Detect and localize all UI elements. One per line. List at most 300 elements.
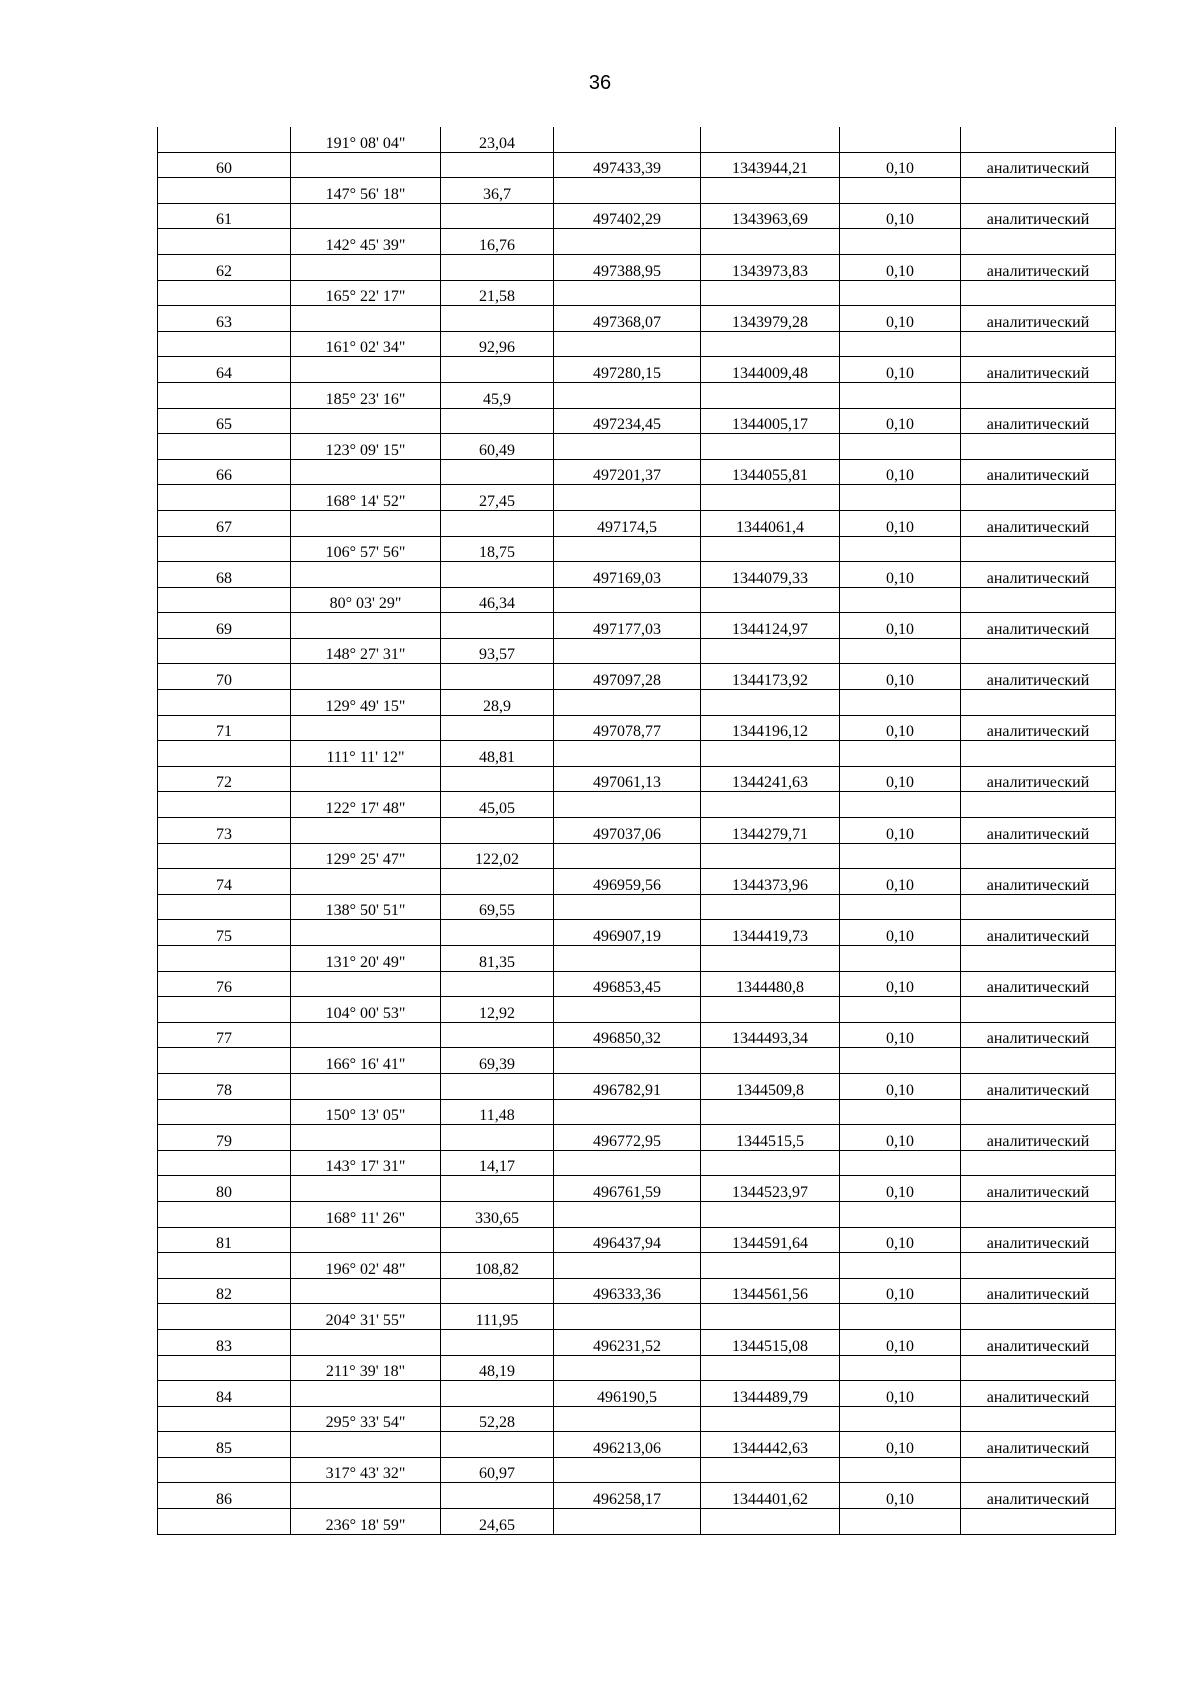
point-number: 73 xyxy=(158,818,291,844)
empty-cell xyxy=(158,127,291,152)
segment-row xyxy=(158,1201,1116,1227)
segment-row xyxy=(158,536,1116,562)
segment-row xyxy=(158,331,1116,357)
empty-cell xyxy=(554,1355,701,1381)
segment-row xyxy=(158,127,1116,152)
empty-cell xyxy=(701,894,840,920)
empty-cell xyxy=(554,894,701,920)
accuracy: 0,10 xyxy=(840,510,961,536)
empty-cell xyxy=(291,613,441,639)
method: аналитический xyxy=(961,1022,1116,1048)
empty-cell xyxy=(701,792,840,818)
empty-cell xyxy=(961,331,1116,357)
segment-row xyxy=(158,843,1116,869)
y-coordinate: 1344561,56 xyxy=(701,1278,840,1304)
y-coordinate: 1344055,81 xyxy=(701,459,840,485)
point-number: 64 xyxy=(158,357,291,383)
direction-angle: 122° 17' 48" xyxy=(291,792,441,818)
empty-cell xyxy=(441,1176,554,1202)
segment-length: 48,81 xyxy=(441,741,554,767)
empty-cell xyxy=(554,1150,701,1176)
x-coordinate: 497234,45 xyxy=(554,408,701,434)
direction-angle: 211° 39' 18" xyxy=(291,1355,441,1381)
point-row xyxy=(158,562,1116,588)
empty-cell xyxy=(554,792,701,818)
segment-length: 108,82 xyxy=(441,1253,554,1279)
x-coordinate: 496907,19 xyxy=(554,920,701,946)
empty-cell xyxy=(554,1304,701,1330)
segment-length: 81,35 xyxy=(441,946,554,972)
empty-cell xyxy=(961,1253,1116,1279)
accuracy: 0,10 xyxy=(840,1227,961,1253)
empty-cell xyxy=(158,843,291,869)
point-number: 84 xyxy=(158,1381,291,1407)
empty-cell xyxy=(961,1048,1116,1074)
empty-cell xyxy=(158,536,291,562)
empty-cell xyxy=(291,869,441,895)
empty-cell xyxy=(701,1304,840,1330)
empty-cell xyxy=(158,178,291,204)
point-number: 82 xyxy=(158,1278,291,1304)
empty-cell xyxy=(158,741,291,767)
y-coordinate: 1344515,08 xyxy=(701,1329,840,1355)
direction-angle: 104° 00' 53" xyxy=(291,997,441,1023)
point-row xyxy=(158,1278,1116,1304)
empty-cell xyxy=(961,434,1116,460)
empty-cell xyxy=(158,1406,291,1432)
empty-cell xyxy=(291,357,441,383)
empty-cell xyxy=(554,434,701,460)
segment-row xyxy=(158,1509,1116,1535)
segment-row xyxy=(158,1355,1116,1381)
point-number: 74 xyxy=(158,869,291,895)
empty-cell xyxy=(554,1099,701,1125)
empty-cell xyxy=(291,203,441,229)
direction-angle: 142° 45' 39" xyxy=(291,229,441,255)
empty-cell xyxy=(961,229,1116,255)
page-number: 36 xyxy=(588,72,612,94)
empty-cell xyxy=(701,536,840,562)
point-row xyxy=(158,920,1116,946)
empty-cell xyxy=(441,152,554,178)
empty-cell xyxy=(840,741,961,767)
segment-row xyxy=(158,1304,1116,1330)
empty-cell xyxy=(441,306,554,332)
empty-cell xyxy=(840,946,961,972)
y-coordinate: 1344591,64 xyxy=(701,1227,840,1253)
empty-cell xyxy=(554,1457,701,1483)
empty-cell xyxy=(158,1253,291,1279)
point-number: 81 xyxy=(158,1227,291,1253)
empty-cell xyxy=(701,690,840,716)
empty-cell xyxy=(840,127,961,152)
empty-cell xyxy=(441,203,554,229)
empty-cell xyxy=(554,178,701,204)
empty-cell xyxy=(554,382,701,408)
accuracy: 0,10 xyxy=(840,562,961,588)
direction-angle: 204° 31' 55" xyxy=(291,1304,441,1330)
segment-length: 16,76 xyxy=(441,229,554,255)
empty-cell xyxy=(554,997,701,1023)
method: аналитический xyxy=(961,152,1116,178)
x-coordinate: 496853,45 xyxy=(554,971,701,997)
empty-cell xyxy=(441,613,554,639)
empty-cell xyxy=(701,741,840,767)
segment-row xyxy=(158,741,1116,767)
empty-cell xyxy=(840,434,961,460)
empty-cell xyxy=(158,638,291,664)
point-row xyxy=(158,818,1116,844)
method: аналитический xyxy=(961,869,1116,895)
point-row xyxy=(158,152,1116,178)
empty-cell xyxy=(961,1457,1116,1483)
x-coordinate: 497174,5 xyxy=(554,510,701,536)
accuracy: 0,10 xyxy=(840,1176,961,1202)
x-coordinate: 497169,03 xyxy=(554,562,701,588)
point-row xyxy=(158,1329,1116,1355)
segment-row xyxy=(158,229,1116,255)
empty-cell xyxy=(291,1073,441,1099)
point-number: 78 xyxy=(158,1073,291,1099)
method: аналитический xyxy=(961,408,1116,434)
point-row xyxy=(158,459,1116,485)
coordinates-table xyxy=(157,127,1116,1535)
empty-cell xyxy=(554,280,701,306)
empty-cell xyxy=(291,1022,441,1048)
empty-cell xyxy=(701,1355,840,1381)
accuracy: 0,10 xyxy=(840,1483,961,1509)
x-coordinate: 497061,13 xyxy=(554,766,701,792)
point-number: 67 xyxy=(158,510,291,536)
empty-cell xyxy=(291,1381,441,1407)
segment-length: 69,55 xyxy=(441,894,554,920)
empty-cell xyxy=(840,229,961,255)
point-number: 71 xyxy=(158,715,291,741)
empty-cell xyxy=(840,280,961,306)
direction-angle: 111° 11' 12" xyxy=(291,741,441,767)
empty-cell xyxy=(961,382,1116,408)
method: аналитический xyxy=(961,1432,1116,1458)
method: аналитический xyxy=(961,1176,1116,1202)
point-row xyxy=(158,357,1116,383)
segment-row xyxy=(158,1457,1116,1483)
segment-row xyxy=(158,946,1116,972)
empty-cell xyxy=(961,280,1116,306)
empty-cell xyxy=(554,946,701,972)
empty-cell xyxy=(158,587,291,613)
accuracy: 0,10 xyxy=(840,1329,961,1355)
accuracy: 0,10 xyxy=(840,254,961,280)
point-number: 60 xyxy=(158,152,291,178)
empty-cell xyxy=(291,408,441,434)
point-number: 86 xyxy=(158,1483,291,1509)
method: аналитический xyxy=(961,664,1116,690)
y-coordinate: 1344279,71 xyxy=(701,818,840,844)
y-coordinate: 1344489,79 xyxy=(701,1381,840,1407)
empty-cell xyxy=(701,843,840,869)
segment-length: 69,39 xyxy=(441,1048,554,1074)
empty-cell xyxy=(441,1483,554,1509)
direction-angle: 168° 14' 52" xyxy=(291,485,441,511)
point-row xyxy=(158,306,1116,332)
empty-cell xyxy=(840,1201,961,1227)
direction-angle: 138° 50' 51" xyxy=(291,894,441,920)
direction-angle: 131° 20' 49" xyxy=(291,946,441,972)
x-coordinate: 496782,91 xyxy=(554,1073,701,1099)
empty-cell xyxy=(701,1457,840,1483)
direction-angle: 148° 27' 31" xyxy=(291,638,441,664)
point-number: 79 xyxy=(158,1125,291,1151)
x-coordinate: 496213,06 xyxy=(554,1432,701,1458)
method: аналитический xyxy=(961,1125,1116,1151)
accuracy: 0,10 xyxy=(840,920,961,946)
empty-cell xyxy=(961,1304,1116,1330)
empty-cell xyxy=(441,1073,554,1099)
x-coordinate: 497201,37 xyxy=(554,459,701,485)
x-coordinate: 497388,95 xyxy=(554,254,701,280)
empty-cell xyxy=(441,562,554,588)
empty-cell xyxy=(291,664,441,690)
empty-cell xyxy=(961,690,1116,716)
empty-cell xyxy=(701,1253,840,1279)
empty-cell xyxy=(840,1355,961,1381)
empty-cell xyxy=(554,1048,701,1074)
method: аналитический xyxy=(961,1381,1116,1407)
direction-angle: 168° 11' 26" xyxy=(291,1201,441,1227)
empty-cell xyxy=(158,1509,291,1535)
accuracy: 0,10 xyxy=(840,613,961,639)
empty-cell xyxy=(554,127,701,152)
empty-cell xyxy=(291,1125,441,1151)
x-coordinate: 496761,59 xyxy=(554,1176,701,1202)
direction-angle: 161° 02' 34" xyxy=(291,331,441,357)
point-row xyxy=(158,971,1116,997)
y-coordinate: 1343963,69 xyxy=(701,203,840,229)
empty-cell xyxy=(840,1304,961,1330)
empty-cell xyxy=(840,485,961,511)
empty-cell xyxy=(840,1253,961,1279)
x-coordinate: 496258,17 xyxy=(554,1483,701,1509)
empty-cell xyxy=(554,1253,701,1279)
segment-length: 23,04 xyxy=(441,127,554,152)
y-coordinate: 1343979,28 xyxy=(701,306,840,332)
method: аналитический xyxy=(961,357,1116,383)
empty-cell xyxy=(441,715,554,741)
segment-row xyxy=(158,178,1116,204)
empty-cell xyxy=(291,1176,441,1202)
method: аналитический xyxy=(961,715,1116,741)
segment-length: 12,92 xyxy=(441,997,554,1023)
x-coordinate: 497433,39 xyxy=(554,152,701,178)
empty-cell xyxy=(158,434,291,460)
point-row xyxy=(158,715,1116,741)
empty-cell xyxy=(701,1406,840,1432)
accuracy: 0,10 xyxy=(840,1381,961,1407)
accuracy: 0,10 xyxy=(840,1432,961,1458)
accuracy: 0,10 xyxy=(840,818,961,844)
x-coordinate: 497097,28 xyxy=(554,664,701,690)
y-coordinate: 1344515,5 xyxy=(701,1125,840,1151)
empty-cell xyxy=(961,1150,1116,1176)
direction-angle: 166° 16' 41" xyxy=(291,1048,441,1074)
y-coordinate: 1344005,17 xyxy=(701,408,840,434)
method: аналитический xyxy=(961,562,1116,588)
y-coordinate: 1343944,21 xyxy=(701,152,840,178)
empty-cell xyxy=(840,1457,961,1483)
segment-row xyxy=(158,434,1116,460)
method: аналитический xyxy=(961,766,1116,792)
empty-cell xyxy=(961,894,1116,920)
point-row xyxy=(158,408,1116,434)
empty-cell xyxy=(554,536,701,562)
x-coordinate: 497402,29 xyxy=(554,203,701,229)
segment-length: 24,65 xyxy=(441,1509,554,1535)
empty-cell xyxy=(554,843,701,869)
empty-cell xyxy=(701,434,840,460)
empty-cell xyxy=(961,997,1116,1023)
segment-row xyxy=(158,485,1116,511)
empty-cell xyxy=(158,1304,291,1330)
point-number: 65 xyxy=(158,408,291,434)
y-coordinate: 1344419,73 xyxy=(701,920,840,946)
x-coordinate: 496333,36 xyxy=(554,1278,701,1304)
empty-cell xyxy=(961,587,1116,613)
x-coordinate: 497368,07 xyxy=(554,306,701,332)
empty-cell xyxy=(291,306,441,332)
x-coordinate: 497037,06 xyxy=(554,818,701,844)
empty-cell xyxy=(291,766,441,792)
empty-cell xyxy=(701,127,840,152)
segment-row xyxy=(158,638,1116,664)
empty-cell xyxy=(291,1329,441,1355)
empty-cell xyxy=(701,1099,840,1125)
y-coordinate: 1344480,8 xyxy=(701,971,840,997)
point-row xyxy=(158,869,1116,895)
y-coordinate: 1344401,62 xyxy=(701,1483,840,1509)
segment-row xyxy=(158,280,1116,306)
segment-length: 60,97 xyxy=(441,1457,554,1483)
empty-cell xyxy=(554,690,701,716)
y-coordinate: 1344196,12 xyxy=(701,715,840,741)
empty-cell xyxy=(961,843,1116,869)
segment-row xyxy=(158,1253,1116,1279)
empty-cell xyxy=(701,485,840,511)
point-row xyxy=(158,203,1116,229)
empty-cell xyxy=(291,254,441,280)
method: аналитический xyxy=(961,818,1116,844)
direction-angle: 143° 17' 31" xyxy=(291,1150,441,1176)
empty-cell xyxy=(840,1150,961,1176)
empty-cell xyxy=(158,792,291,818)
method: аналитический xyxy=(961,254,1116,280)
empty-cell xyxy=(840,690,961,716)
direction-angle: 185° 23' 16" xyxy=(291,382,441,408)
y-coordinate: 1344373,96 xyxy=(701,869,840,895)
y-coordinate: 1344493,34 xyxy=(701,1022,840,1048)
segment-length: 45,9 xyxy=(441,382,554,408)
x-coordinate: 497280,15 xyxy=(554,357,701,383)
y-coordinate: 1344061,4 xyxy=(701,510,840,536)
empty-cell xyxy=(441,1125,554,1151)
y-coordinate: 1344079,33 xyxy=(701,562,840,588)
segment-row xyxy=(158,690,1116,716)
empty-cell xyxy=(554,1509,701,1535)
accuracy: 0,10 xyxy=(840,1278,961,1304)
x-coordinate: 496850,32 xyxy=(554,1022,701,1048)
segment-row xyxy=(158,792,1116,818)
segment-length: 45,05 xyxy=(441,792,554,818)
empty-cell xyxy=(441,254,554,280)
method: аналитический xyxy=(961,613,1116,639)
empty-cell xyxy=(158,894,291,920)
empty-cell xyxy=(441,971,554,997)
y-coordinate: 1344009,48 xyxy=(701,357,840,383)
empty-cell xyxy=(701,1150,840,1176)
segment-length: 21,58 xyxy=(441,280,554,306)
empty-cell xyxy=(961,178,1116,204)
y-coordinate: 1344124,97 xyxy=(701,613,840,639)
empty-cell xyxy=(158,1355,291,1381)
point-row xyxy=(158,1125,1116,1151)
empty-cell xyxy=(701,997,840,1023)
accuracy: 0,10 xyxy=(840,664,961,690)
point-row xyxy=(158,254,1116,280)
empty-cell xyxy=(441,664,554,690)
segment-length: 93,57 xyxy=(441,638,554,664)
point-number: 85 xyxy=(158,1432,291,1458)
method: аналитический xyxy=(961,1073,1116,1099)
empty-cell xyxy=(441,1227,554,1253)
empty-cell xyxy=(291,1432,441,1458)
empty-cell xyxy=(701,1201,840,1227)
empty-cell xyxy=(441,408,554,434)
empty-cell xyxy=(291,459,441,485)
empty-cell xyxy=(291,1278,441,1304)
empty-cell xyxy=(291,818,441,844)
accuracy: 0,10 xyxy=(840,408,961,434)
empty-cell xyxy=(701,946,840,972)
empty-cell xyxy=(840,1099,961,1125)
empty-cell xyxy=(961,638,1116,664)
empty-cell xyxy=(441,818,554,844)
y-coordinate: 1344442,63 xyxy=(701,1432,840,1458)
empty-cell xyxy=(701,587,840,613)
direction-angle: 80° 03' 29" xyxy=(291,587,441,613)
empty-cell xyxy=(441,1278,554,1304)
segment-length: 11,48 xyxy=(441,1099,554,1125)
empty-cell xyxy=(840,587,961,613)
direction-angle: 295° 33' 54" xyxy=(291,1406,441,1432)
accuracy: 0,10 xyxy=(840,869,961,895)
point-number: 62 xyxy=(158,254,291,280)
empty-cell xyxy=(291,562,441,588)
y-coordinate: 1344241,63 xyxy=(701,766,840,792)
point-number: 80 xyxy=(158,1176,291,1202)
point-number: 72 xyxy=(158,766,291,792)
segment-row xyxy=(158,382,1116,408)
accuracy: 0,10 xyxy=(840,203,961,229)
x-coordinate: 497177,03 xyxy=(554,613,701,639)
segment-length: 28,9 xyxy=(441,690,554,716)
empty-cell xyxy=(158,1457,291,1483)
point-number: 68 xyxy=(158,562,291,588)
empty-cell xyxy=(441,920,554,946)
point-row xyxy=(158,1483,1116,1509)
point-number: 63 xyxy=(158,306,291,332)
empty-cell xyxy=(840,894,961,920)
method: аналитический xyxy=(961,920,1116,946)
empty-cell xyxy=(961,1406,1116,1432)
